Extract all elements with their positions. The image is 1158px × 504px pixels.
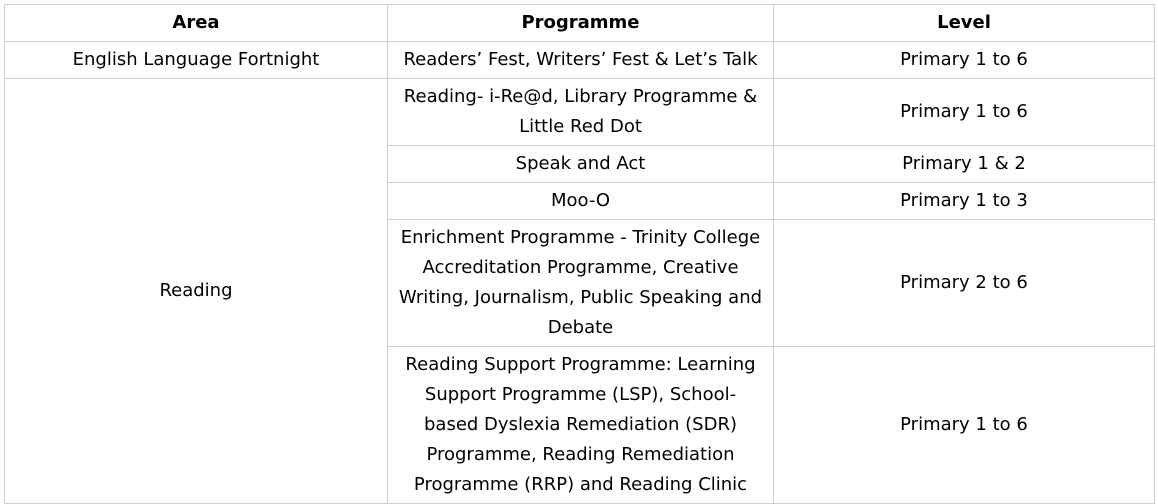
level-cell: Primary 1 to 6: [774, 79, 1155, 146]
programme-cell: Speak and Act: [388, 146, 774, 183]
header-area: Area: [5, 5, 388, 42]
header-programme: Programme: [388, 5, 774, 42]
area-cell: English Language Fortnight: [5, 42, 388, 79]
level-cell: Primary 1 to 3: [774, 183, 1155, 220]
programme-cell: Readers’ Fest, Writers’ Fest & Let’s Talk: [388, 42, 774, 79]
programme-table: [4, 4, 1155, 504]
table-row: [5, 79, 1155, 146]
level-cell: Primary 1 to 6: [774, 42, 1155, 79]
table-row: [5, 42, 1155, 79]
level-cell: Primary 1 & 2: [774, 146, 1155, 183]
header-level: Level: [774, 5, 1155, 42]
area-cell: Reading: [5, 79, 388, 504]
programme-cell: Moo-O: [388, 183, 774, 220]
table-header-row: [5, 5, 1155, 42]
programme-cell: Reading Support Programme: Learning Support Programme (LSP), School-based Dyslexia Remediation (SDR) Programme, Reading Remediation Programme (RRP) and Reading Clinic: [388, 347, 774, 504]
level-cell: Primary 2 to 6: [774, 220, 1155, 347]
programme-cell: Enrichment Programme - Trinity College Accreditation Programme, Creative Writing, Journalism, Public Speaking and Debate: [388, 220, 774, 347]
level-cell: Primary 1 to 6: [774, 347, 1155, 504]
programme-cell: Reading- i-Re@d, Library Programme & Little Red Dot: [388, 79, 774, 146]
